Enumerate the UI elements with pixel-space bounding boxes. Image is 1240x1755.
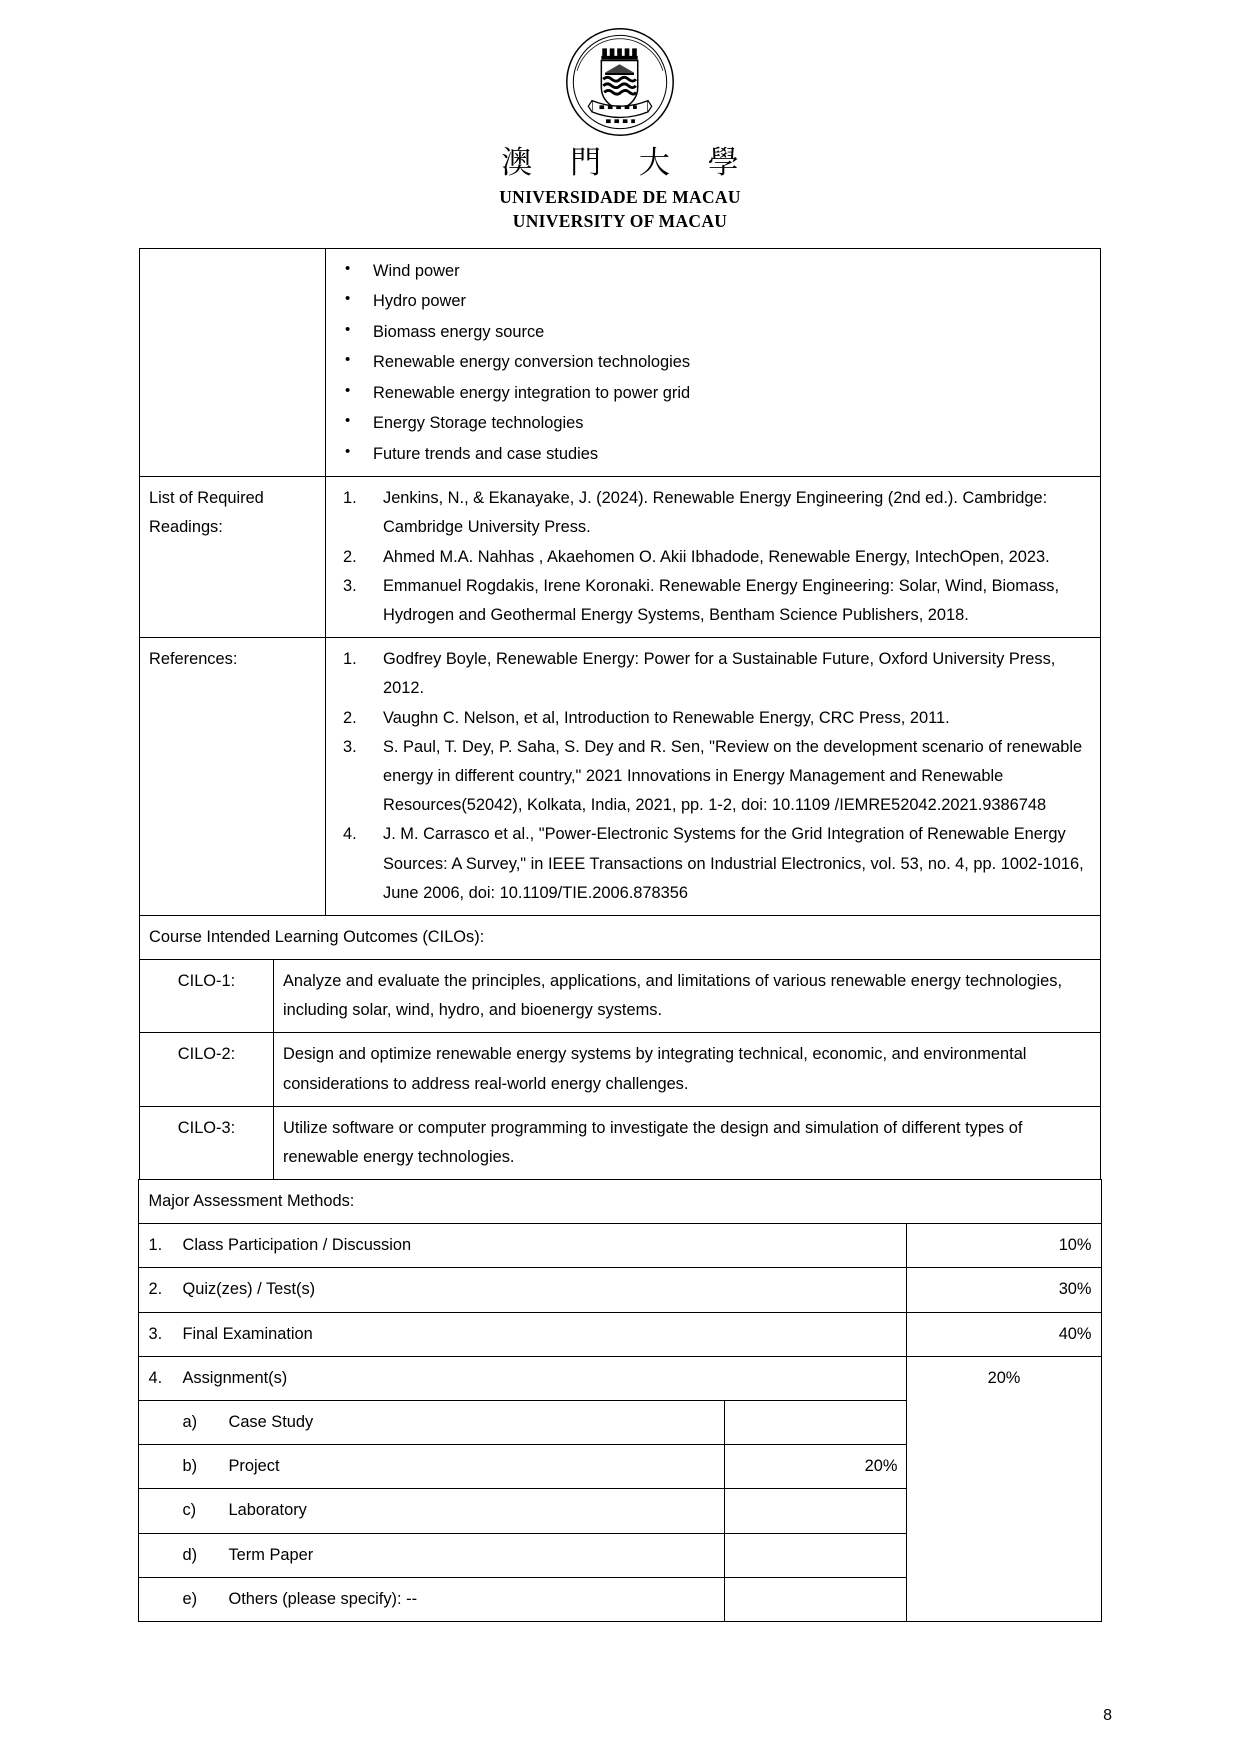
- syllabus-content-table: [139, 248, 1101, 916]
- list-item: S. Paul, T. Dey, P. Saha, S. Dey and R. Sen, "Review on the development scenario of renewable energy in different country," 2021 Innovations in Energy Management and Renewable Resources(52042), Kolkata, India, 2021, pp. 1-2, doi: 10.1109 /IEMRE52042.2021.9386748: [383, 737, 1083, 815]
- assessment-sub-a: [139, 1400, 725, 1444]
- list-item: • Renewable energy conversion technologies: [335, 347, 1091, 378]
- university-name-portuguese: UNIVERSIDADE DE MACAU: [499, 186, 741, 207]
- letterhead: [0, 0, 1240, 232]
- list-item: • Hydro power: [335, 286, 1091, 317]
- list-item: Emmanuel Rogdakis, Irene Koronaki. Renewable Energy Engineering: Solar, Wind, Biomass, Hydrogen and Geothermal Energy Systems, Bentham Science Publishers, 2018.: [383, 576, 1060, 625]
- assessment-method-2: [139, 1268, 907, 1312]
- cilo-3-text: Utilize software or computer programming to investigate the design and simulation of different types of renewable energy technologies.: [274, 1106, 1101, 1179]
- assessment-method-3: [139, 1312, 907, 1356]
- list-item: Jenkins, N., & Ekanayake, J. (2024). Renewable Energy Engineering (2nd ed.). Cambridge: Cambridge University Press.: [383, 489, 1048, 537]
- assessment-sub-e-label: Others (please specify): --: [228, 1589, 418, 1608]
- table-row-required-readings: [140, 477, 1101, 638]
- assessment-sub-a-pct: [725, 1400, 907, 1444]
- assessment-sub-e-alpha: e): [182, 1589, 198, 1608]
- topics-label-cell: [140, 248, 326, 477]
- list-item: • Energy Storage technologies: [335, 408, 1091, 439]
- cilo-heading: Course Intended Learning Outcomes (CILOs):: [140, 915, 1101, 959]
- references-cell: [326, 638, 1101, 916]
- assessment-method-1-number: 1.: [148, 1236, 163, 1255]
- table-row: [140, 1106, 1101, 1179]
- assessment-sub-c-label: Laboratory: [228, 1501, 307, 1520]
- table-row-references: [140, 638, 1101, 916]
- list-item: • Wind power: [335, 256, 1091, 287]
- assessment-sub-a-label: Case Study: [228, 1412, 314, 1431]
- assessment-method-4-label: Assignment(s): [182, 1368, 288, 1387]
- cilo-heading-row: [140, 915, 1101, 959]
- university-crest-icon: [564, 26, 676, 138]
- required-readings-cell: [326, 477, 1101, 638]
- assessment-sub-d-label: Term Paper: [228, 1545, 314, 1564]
- assessment-sub-b-pct: 20%: [725, 1445, 907, 1489]
- assessment-method-2-number: 2.: [148, 1280, 163, 1299]
- assessment-method-4-number: 4.: [148, 1368, 163, 1387]
- assessment-heading-row: [139, 1179, 1101, 1223]
- assessment-method-1-pct: 10%: [907, 1224, 1101, 1268]
- assessment-method-3-pct: 40%: [907, 1312, 1101, 1356]
- required-readings-list: [335, 484, 1091, 630]
- table-row-topics: [140, 248, 1101, 477]
- cilo-3-key: CILO-3:: [140, 1106, 274, 1179]
- required-readings-label: List of Required Readings:: [140, 477, 326, 638]
- list-item: J. M. Carrasco et al., "Power-Electronic Systems for the Grid Integration of Renewable Energy Sources: A Survey," in IEEE Transactions on Industrial Electronics, vol. 53, no. 4, pp. 1002-1016, June 2006, doi: 10.1109/TIE.2006.878356: [383, 825, 1084, 902]
- list-item: • Future trends and case studies: [335, 439, 1091, 470]
- assessment-sub-c-alpha: c): [182, 1501, 197, 1520]
- assessment-sub-d: [139, 1533, 725, 1577]
- list-item: Godfrey Boyle, Renewable Energy: Power for a Sustainable Future, Oxford University Press, 2012.: [383, 650, 1056, 698]
- assessment-table: [138, 1179, 1101, 1622]
- assessment-method-1: [139, 1224, 907, 1268]
- topics-list-cell: [326, 248, 1101, 477]
- table-row: [139, 1356, 1101, 1400]
- cilo-2-key: CILO-2:: [140, 1033, 274, 1106]
- assessment-sub-c: [139, 1489, 725, 1533]
- assessment-method-3-number: 3.: [148, 1324, 163, 1343]
- assessment-method-3-label: Final Examination: [182, 1324, 313, 1343]
- list-item: Ahmed M.A. Nahhas , Akaehomen O. Akii Ibhadode, Renewable Energy, IntechOpen, 2023.: [383, 547, 1050, 566]
- university-name-english: UNIVERSITY OF MACAU: [512, 210, 728, 231]
- table-row: [139, 1312, 1101, 1356]
- list-item: Vaughn C. Nelson, et al, Introduction to Renewable Energy, CRC Press, 2011.: [383, 708, 950, 727]
- cilo-2-text: Design and optimize renewable energy systems by integrating technical, economic, and environmental considerations to address real-world energy challenges.: [274, 1033, 1101, 1106]
- assessment-sub-e-pct: [725, 1577, 907, 1621]
- references-list: [335, 645, 1091, 908]
- references-label: References:: [140, 638, 326, 916]
- assessment-method-4: [139, 1356, 907, 1400]
- assessment-method-1-label: Class Participation / Discussion: [182, 1236, 412, 1255]
- assessment-sub-b-label: Project: [228, 1457, 280, 1476]
- assessment-sub-e: [139, 1577, 725, 1621]
- assessment-heading: Major Assessment Methods:: [139, 1179, 1101, 1223]
- list-item: • Renewable energy integration to power grid: [335, 378, 1091, 409]
- table-row: [140, 960, 1101, 1033]
- page-number: 8: [1103, 1707, 1112, 1724]
- assessment-sub-c-pct: [725, 1489, 907, 1533]
- assessment-sub-b: [139, 1445, 725, 1489]
- table-row: [140, 1033, 1101, 1106]
- list-item: • Biomass energy source: [335, 317, 1091, 348]
- cilo-1-key: CILO-1:: [140, 960, 274, 1033]
- assessment-method-2-label: Quiz(zes) / Test(s): [182, 1280, 316, 1299]
- table-row: [139, 1268, 1101, 1312]
- cilo-table: [139, 915, 1101, 1180]
- assessment-method-2-pct: 30%: [907, 1268, 1101, 1312]
- assessment-sub-d-pct: [725, 1533, 907, 1577]
- assessment-method-4-pct: 20%: [907, 1356, 1101, 1621]
- cilo-1-text: Analyze and evaluate the principles, applications, and limitations of various renewable energy technologies, including solar, wind, hydro, and bioenergy systems.: [274, 960, 1101, 1033]
- assessment-sub-a-alpha: a): [182, 1412, 198, 1431]
- topics-bullet-list: [335, 256, 1091, 470]
- table-row: [139, 1224, 1101, 1268]
- assessment-sub-d-alpha: d): [182, 1545, 198, 1564]
- university-name-chinese: 澳 門 大 學: [501, 145, 753, 181]
- assessment-sub-b-alpha: b): [182, 1457, 198, 1476]
